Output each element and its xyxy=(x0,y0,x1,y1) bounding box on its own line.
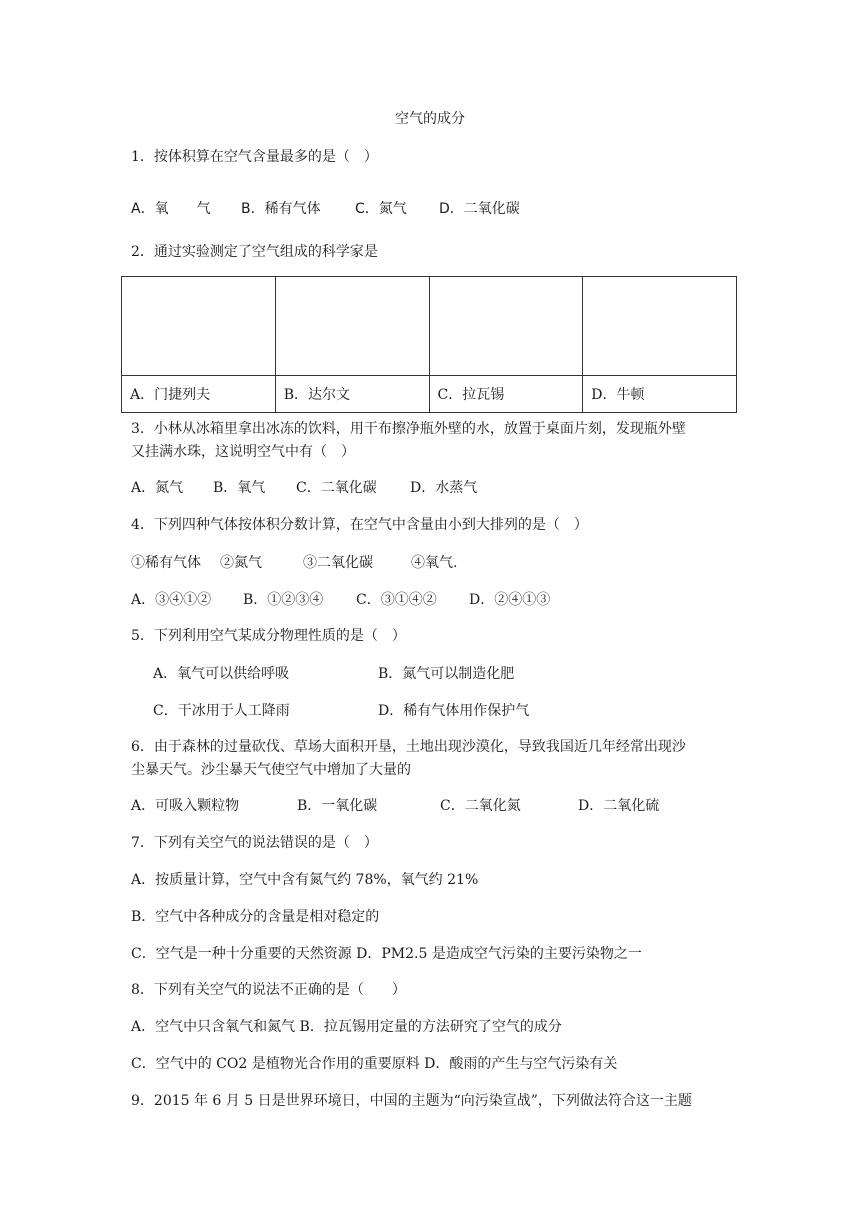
question-3-stem-line-1: 3．小林从冰箱里拿出冰冻的饮料，用干布擦净瓶外壁的水，放置于桌面片刻，发现瓶外壁 xyxy=(131,421,686,437)
option-b: B．氮气可以制造化肥 xyxy=(378,666,515,682)
option-c: C．拉瓦锡 xyxy=(429,376,583,413)
scientist-options-table xyxy=(121,276,737,413)
item-1: ①稀有气体 xyxy=(131,555,201,571)
question-9-stem: 9．2015 年 6 月 5 日是世界环境日，中国的主题为“向污染宣战”，下列做法符合这一主题 xyxy=(131,1093,692,1109)
option-c: C．氮气 xyxy=(355,201,407,217)
option-a: A．门捷列夫 xyxy=(122,376,276,413)
option-c: C．③①④② xyxy=(356,592,437,608)
option-a: A．③④①② xyxy=(131,592,212,608)
option-a: A．氧 气 xyxy=(131,201,211,217)
question-5-options-row-1 xyxy=(153,665,514,683)
question-2-stem: 2．通过实验测定了空气组成的科学家是 xyxy=(131,244,378,260)
question-4-stem: 4．下列四种气体按体积分数计算，在空气中含量由小到大排列的是（ ） xyxy=(131,517,588,533)
option-b: B．一氧化碳 xyxy=(297,798,378,814)
question-8-options-a-b: A．空气中只含氧气和氮气 B．拉瓦锡用定量的方法研究了空气的成分 xyxy=(131,1019,562,1035)
question-1-options xyxy=(131,200,520,218)
question-8-options-c-d: C．空气中的 CO2 是植物光合作用的重要原料 D．酸雨的产生与空气污染有关 xyxy=(131,1056,618,1072)
option-d: D．二氧化碳 xyxy=(439,201,520,217)
option-c: C．二氧化碳 xyxy=(296,480,377,496)
option-d: D．牛顿 xyxy=(583,376,737,413)
option-b: B．达尔文 xyxy=(275,376,429,413)
item-4: ④氧气. xyxy=(411,555,458,571)
question-5-options-row-2 xyxy=(153,702,529,720)
option-d: D．水蒸气 xyxy=(410,480,478,496)
option-b: B．氧气 xyxy=(213,480,266,496)
item-2: ②氮气 xyxy=(220,555,262,571)
question-7-option-b: B．空气中各种成分的含量是相对稳定的 xyxy=(131,909,380,925)
question-7-option-a: A．按质量计算，空气中含有氮气约 78%，氧气约 21% xyxy=(131,872,479,888)
option-a: A．可吸入颗粒物 xyxy=(131,798,240,814)
page-title: 空气的成分 xyxy=(395,111,465,127)
question-5-stem: 5．下列利用空气某成分物理性质的是（ ） xyxy=(131,628,406,644)
question-6-stem-line-2: 尘暴天气。沙尘暴天气使空气中增加了大量的 xyxy=(131,762,411,778)
option-a: A．氧气可以供给呼吸 xyxy=(153,666,290,682)
question-6-stem-line-1: 6．由于森林的过量砍伐、草场大面积开垦，土地出现沙漠化，导致我国近几年经常出现沙 xyxy=(131,739,686,755)
option-c: C．二氧化氮 xyxy=(440,798,521,814)
question-4-items xyxy=(131,554,457,572)
option-b: B．稀有气体 xyxy=(241,201,321,217)
image-cell-b xyxy=(275,277,429,376)
option-d: D．②④①③ xyxy=(469,592,551,608)
question-1-stem: 1．按体积算在空气含量最多的是（ ） xyxy=(131,149,378,165)
question-7-stem: 7．下列有关空气的说法错误的是（ ） xyxy=(131,835,378,851)
question-3-options xyxy=(131,479,477,497)
option-d: D．二氧化硫 xyxy=(578,798,660,814)
option-b: B．①②③④ xyxy=(243,592,324,608)
image-cell-a xyxy=(122,277,276,376)
question-7-options-c-d: C．空气是一种十分重要的天然资源 D．PM2.5 是造成空气污染的主要污染物之一 xyxy=(131,946,642,962)
image-cell-d xyxy=(583,277,737,376)
question-4-options xyxy=(131,591,550,609)
question-8-stem: 8．下列有关空气的说法不正确的是（ ） xyxy=(131,982,406,998)
question-3-stem-line-2: 又挂满水珠，这说明空气中有（ ） xyxy=(131,444,355,460)
item-3: ③二氧化碳 xyxy=(303,555,373,571)
option-a: A．氮气 xyxy=(131,480,184,496)
option-c: C．干冰用于人工降雨 xyxy=(153,703,290,719)
question-6-options xyxy=(131,797,659,815)
image-cell-c xyxy=(429,277,583,376)
option-d: D．稀有气体用作保护气 xyxy=(378,703,530,719)
